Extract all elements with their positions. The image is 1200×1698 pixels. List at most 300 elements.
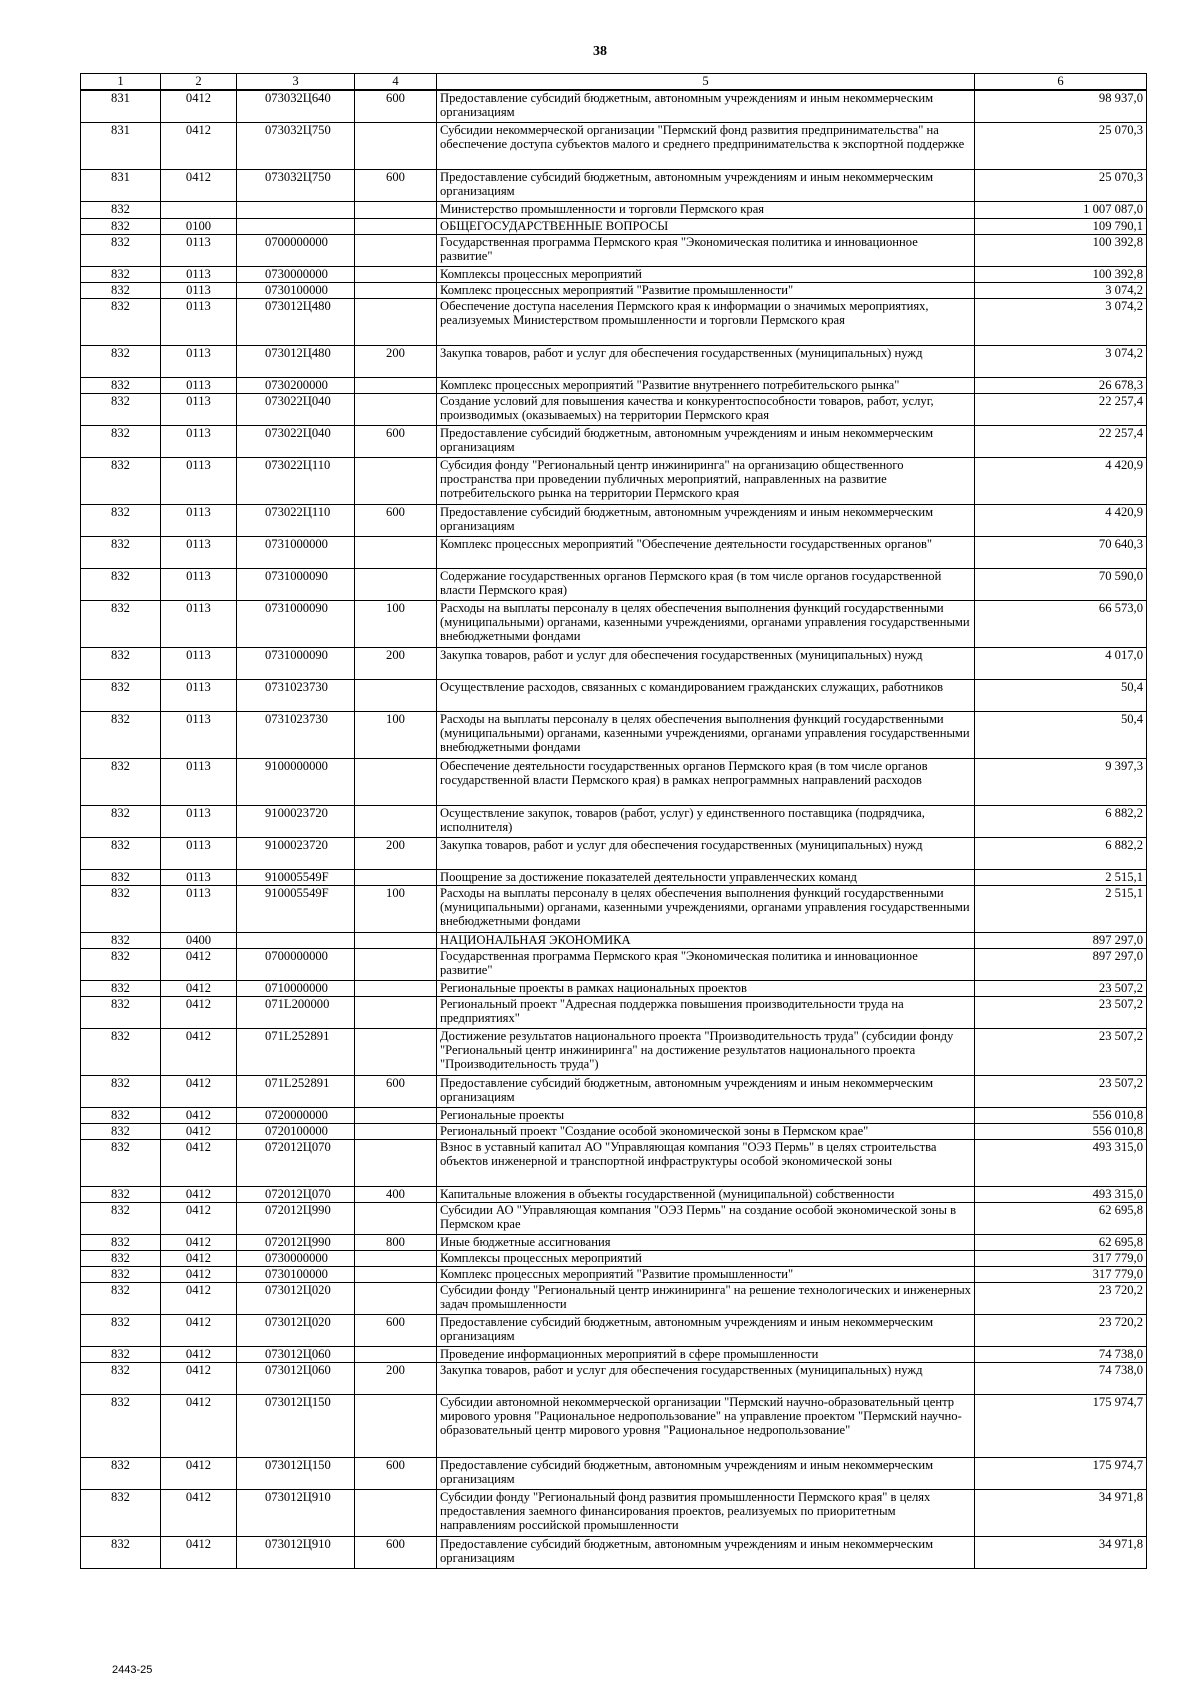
amount-cell: 23 507,2 <box>975 996 1147 1028</box>
section-code-cell: 0412 <box>161 1457 237 1489</box>
description-cell: Комплекс процессных мероприятий "Обеспечение деятельности государственных органов" <box>437 536 975 568</box>
section-code-cell: 0113 <box>161 647 237 679</box>
table-row <box>81 1489 1147 1536</box>
table-row <box>81 869 1147 885</box>
expense-type-cell <box>355 1266 437 1282</box>
expense-type-cell <box>355 1139 437 1186</box>
table-row <box>81 1457 1147 1489</box>
ministry-code-cell: 832 <box>81 1234 161 1250</box>
target-article-cell: 0700000000 <box>237 948 355 980</box>
description-cell: Предоставление субсидий бюджетным, автономным учреждениям и иным некоммерческим организациям <box>437 90 975 122</box>
description-cell: Обеспечение доступа населения Пермского края к информации о значимых мероприятиях, реализуемых Министерством промышленности и торговли Пермского края <box>437 298 975 345</box>
amount-cell: 2 515,1 <box>975 869 1147 885</box>
ministry-code-cell: 832 <box>81 1457 161 1489</box>
table-row <box>81 234 1147 266</box>
ministry-code-cell: 832 <box>81 425 161 457</box>
target-article-cell: 072012Ц070 <box>237 1139 355 1186</box>
target-article-cell: 071L252891 <box>237 1075 355 1107</box>
amount-cell: 4 420,9 <box>975 457 1147 504</box>
table-header-row <box>81 74 1147 91</box>
document-code: 2443-25 <box>112 1664 153 1676</box>
amount-cell: 70 640,3 <box>975 536 1147 568</box>
target-article-cell: 9100023720 <box>237 805 355 837</box>
section-code-cell: 0113 <box>161 393 237 425</box>
description-cell: Закупка товаров, работ и услуг для обеспечения государственных (муниципальных) нужд <box>437 837 975 869</box>
amount-cell: 100 392,8 <box>975 234 1147 266</box>
section-code-cell: 0113 <box>161 282 237 298</box>
expense-type-cell <box>355 266 437 282</box>
ministry-code-cell: 832 <box>81 1202 161 1234</box>
expense-type-cell: 600 <box>355 90 437 122</box>
description-cell: Закупка товаров, работ и услуг для обеспечения государственных (муниципальных) нужд <box>437 1362 975 1394</box>
description-cell: Комплексы процессных мероприятий <box>437 266 975 282</box>
description-cell: Субсидия фонду "Региональный центр инжиниринга" на организацию общественного пространства при проведении публичных мероприятий, направленных на развитие потребительского рынка на территории Пермского края <box>437 457 975 504</box>
section-code-cell: 0113 <box>161 457 237 504</box>
table-row <box>81 932 1147 948</box>
table-row <box>81 885 1147 932</box>
description-cell: ОБЩЕГОСУДАРСТВЕННЫЕ ВОПРОСЫ <box>437 218 975 234</box>
target-article-cell: 0731023730 <box>237 679 355 711</box>
amount-cell: 317 779,0 <box>975 1266 1147 1282</box>
description-cell: Расходы на выплаты персоналу в целях обеспечения выполнения функций государственными (муниципальными) органами, казенными учреждениями, органами управления государственными внебюджетными фондами <box>437 885 975 932</box>
target-article-cell: 073032Ц750 <box>237 122 355 169</box>
table-row <box>81 837 1147 869</box>
amount-cell: 493 315,0 <box>975 1139 1147 1186</box>
section-code-cell: 0412 <box>161 1139 237 1186</box>
target-article-cell: 073032Ц640 <box>237 90 355 122</box>
description-cell: Предоставление субсидий бюджетным, автономным учреждениям и иным некоммерческим организациям <box>437 1075 975 1107</box>
expense-type-cell <box>355 1250 437 1266</box>
ministry-code-cell: 832 <box>81 996 161 1028</box>
ministry-code-cell: 832 <box>81 1186 161 1202</box>
table-row <box>81 948 1147 980</box>
target-article-cell: 0730000000 <box>237 1250 355 1266</box>
budget-table <box>80 73 1147 1569</box>
description-cell: Региональный проект "Создание особой экономической зоны в Пермском крае" <box>437 1123 975 1139</box>
amount-cell: 22 257,4 <box>975 425 1147 457</box>
expense-type-cell: 600 <box>355 1536 437 1568</box>
description-cell: Предоставление субсидий бюджетным, автономным учреждениям и иным некоммерческим организациям <box>437 1314 975 1346</box>
expense-type-cell <box>355 122 437 169</box>
expense-type-cell <box>355 1028 437 1075</box>
expense-type-cell <box>355 201 437 218</box>
description-cell: Министерство промышленности и торговли Пермского края <box>437 201 975 218</box>
table-row <box>81 1139 1147 1186</box>
section-code-cell: 0412 <box>161 1107 237 1123</box>
ministry-code-cell: 832 <box>81 1107 161 1123</box>
table-row <box>81 457 1147 504</box>
section-code-cell: 0412 <box>161 1250 237 1266</box>
section-code-cell: 0412 <box>161 1075 237 1107</box>
amount-cell: 26 678,3 <box>975 377 1147 393</box>
amount-cell: 556 010,8 <box>975 1107 1147 1123</box>
amount-cell: 25 070,3 <box>975 122 1147 169</box>
description-cell: Субсидии некоммерческой организации "Пермский фонд развития предпринимательства" на обеспечение доступа субъектов малого и среднего предпринимательства к экспортной поддержке <box>437 122 975 169</box>
description-cell: Поощрение за достижение показателей деятельности управленческих команд <box>437 869 975 885</box>
target-article-cell: 0731000090 <box>237 568 355 600</box>
expense-type-cell <box>355 1123 437 1139</box>
expense-type-cell <box>355 679 437 711</box>
ministry-code-cell: 832 <box>81 600 161 647</box>
section-code-cell: 0412 <box>161 1234 237 1250</box>
table-row <box>81 1314 1147 1346</box>
ministry-code-cell: 832 <box>81 234 161 266</box>
section-code-cell: 0113 <box>161 805 237 837</box>
amount-cell: 897 297,0 <box>975 948 1147 980</box>
table-body <box>81 90 1147 1568</box>
description-cell: Региональные проекты <box>437 1107 975 1123</box>
target-article-cell: 0720000000 <box>237 1107 355 1123</box>
expense-type-cell <box>355 1202 437 1234</box>
ministry-code-cell: 832 <box>81 218 161 234</box>
target-article-cell: 073012Ц060 <box>237 1346 355 1362</box>
ministry-code-cell: 832 <box>81 1123 161 1139</box>
expense-type-cell <box>355 1107 437 1123</box>
table-row <box>81 266 1147 282</box>
section-code-cell: 0412 <box>161 1314 237 1346</box>
ministry-code-cell: 832 <box>81 647 161 679</box>
target-article-cell: 073012Ц150 <box>237 1394 355 1457</box>
table-row <box>81 1123 1147 1139</box>
section-code-cell: 0412 <box>161 1028 237 1075</box>
ministry-code-cell: 832 <box>81 504 161 536</box>
expense-type-cell <box>355 393 437 425</box>
description-cell: Создание условий для повышения качества и конкурентоспособности товаров, работ, услуг, производимых (оказываемых) на территории Пермского края <box>437 393 975 425</box>
ministry-code-cell: 832 <box>81 711 161 758</box>
target-article-cell: 0731023730 <box>237 711 355 758</box>
table-row <box>81 536 1147 568</box>
amount-cell: 50,4 <box>975 679 1147 711</box>
expense-type-cell <box>355 1394 437 1457</box>
table-row <box>81 679 1147 711</box>
section-code-cell: 0113 <box>161 568 237 600</box>
ministry-code-cell: 832 <box>81 298 161 345</box>
ministry-code-cell: 832 <box>81 679 161 711</box>
amount-cell: 66 573,0 <box>975 600 1147 647</box>
description-cell: Осуществление закупок, товаров (работ, услуг) у единственного поставщика (подрядчика, исполнителя) <box>437 805 975 837</box>
column-header-1: 1 <box>81 74 161 91</box>
ministry-code-cell: 832 <box>81 1028 161 1075</box>
description-cell: Субсидии автономной некоммерческой организации "Пермский научно-образовательный центр мирового уровня "Рациональное недропользование" на управление проектом "Пермский научно-образовательный центр мирового уровня "Рациональное недропользование" <box>437 1394 975 1457</box>
description-cell: Закупка товаров, работ и услуг для обеспечения государственных (муниципальных) нужд <box>437 345 975 377</box>
ministry-code-cell: 832 <box>81 1266 161 1282</box>
amount-cell: 3 074,2 <box>975 282 1147 298</box>
table-row <box>81 298 1147 345</box>
expense-type-cell: 400 <box>355 1186 437 1202</box>
amount-cell: 9 397,3 <box>975 758 1147 805</box>
section-code-cell: 0412 <box>161 1536 237 1568</box>
target-article-cell: 073022Ц040 <box>237 393 355 425</box>
amount-cell: 23 720,2 <box>975 1314 1147 1346</box>
column-header-2: 2 <box>161 74 237 91</box>
amount-cell: 22 257,4 <box>975 393 1147 425</box>
section-code-cell: 0113 <box>161 837 237 869</box>
section-code-cell: 0113 <box>161 377 237 393</box>
table-row <box>81 1234 1147 1250</box>
section-code-cell: 0113 <box>161 234 237 266</box>
target-article-cell: 0730100000 <box>237 282 355 298</box>
ministry-code-cell: 832 <box>81 1314 161 1346</box>
target-article-cell: 0730100000 <box>237 1266 355 1282</box>
target-article-cell: 072012Ц990 <box>237 1202 355 1234</box>
description-cell: Закупка товаров, работ и услуг для обеспечения государственных (муниципальных) нужд <box>437 647 975 679</box>
ministry-code-cell: 832 <box>81 758 161 805</box>
target-article-cell: 073012Ц910 <box>237 1536 355 1568</box>
table-row <box>81 1028 1147 1075</box>
section-code-cell: 0412 <box>161 948 237 980</box>
target-article-cell: 073022Ц040 <box>237 425 355 457</box>
ministry-code-cell: 832 <box>81 1536 161 1568</box>
description-cell: Расходы на выплаты персоналу в целях обеспечения выполнения функций государственными (муниципальными) органами, казенными учреждениями, органами управления государственными внебюджетными фондами <box>437 600 975 647</box>
target-article-cell: 0731000090 <box>237 600 355 647</box>
target-article-cell: 9100023720 <box>237 837 355 869</box>
ministry-code-cell: 832 <box>81 1075 161 1107</box>
expense-type-cell: 600 <box>355 1457 437 1489</box>
amount-cell: 34 971,8 <box>975 1536 1147 1568</box>
ministry-code-cell: 832 <box>81 457 161 504</box>
amount-cell: 23 720,2 <box>975 1282 1147 1314</box>
description-cell: Проведение информационных мероприятий в сфере промышленности <box>437 1346 975 1362</box>
amount-cell: 62 695,8 <box>975 1202 1147 1234</box>
expense-type-cell <box>355 218 437 234</box>
ministry-code-cell: 832 <box>81 568 161 600</box>
amount-cell: 1 007 087,0 <box>975 201 1147 218</box>
description-cell: Региональный проект "Адресная поддержка повышения производительности труда на предприятиях" <box>437 996 975 1028</box>
expense-type-cell <box>355 234 437 266</box>
ministry-code-cell: 832 <box>81 1394 161 1457</box>
description-cell: Предоставление субсидий бюджетным, автономным учреждениям и иным некоммерческим организациям <box>437 1457 975 1489</box>
target-article-cell: 071L200000 <box>237 996 355 1028</box>
expense-type-cell: 800 <box>355 1234 437 1250</box>
target-article-cell: 073012Ц020 <box>237 1282 355 1314</box>
ministry-code-cell: 832 <box>81 1139 161 1186</box>
description-cell: Взнос в уставный капитал АО "Управляющая компания "ОЭЗ Пермь" в целях строительства объектов инженерной и транспортной инфраструктуры особой экономической зоны <box>437 1139 975 1186</box>
target-article-cell <box>237 218 355 234</box>
table-row <box>81 647 1147 679</box>
expense-type-cell: 600 <box>355 169 437 201</box>
target-article-cell: 910005549F <box>237 869 355 885</box>
amount-cell: 100 392,8 <box>975 266 1147 282</box>
ministry-code-cell: 832 <box>81 345 161 377</box>
column-header-6: 6 <box>975 74 1147 91</box>
description-cell: Государственная программа Пермского края "Экономическая политика и инновационное развитие" <box>437 948 975 980</box>
table-row <box>81 122 1147 169</box>
target-article-cell: 073032Ц750 <box>237 169 355 201</box>
expense-type-cell: 600 <box>355 1075 437 1107</box>
ministry-code-cell: 832 <box>81 932 161 948</box>
table-row <box>81 996 1147 1028</box>
amount-cell: 175 974,7 <box>975 1394 1147 1457</box>
table-row <box>81 393 1147 425</box>
ministry-code-cell: 832 <box>81 980 161 996</box>
description-cell: Предоставление субсидий бюджетным, автономным учреждениям и иным некоммерческим организациям <box>437 504 975 536</box>
table-row <box>81 805 1147 837</box>
amount-cell: 23 507,2 <box>975 1028 1147 1075</box>
target-article-cell: 0700000000 <box>237 234 355 266</box>
section-code-cell: 0100 <box>161 218 237 234</box>
amount-cell: 23 507,2 <box>975 980 1147 996</box>
table-row <box>81 980 1147 996</box>
description-cell: Иные бюджетные ассигнования <box>437 1234 975 1250</box>
ministry-code-cell: 832 <box>81 869 161 885</box>
target-article-cell: 0730000000 <box>237 266 355 282</box>
amount-cell: 6 882,2 <box>975 837 1147 869</box>
description-cell: Региональные проекты в рамках национальных проектов <box>437 980 975 996</box>
table-row <box>81 1186 1147 1202</box>
target-article-cell: 0730200000 <box>237 377 355 393</box>
ministry-code-cell: 832 <box>81 377 161 393</box>
expense-type-cell <box>355 948 437 980</box>
amount-cell: 175 974,7 <box>975 1457 1147 1489</box>
description-cell: Расходы на выплаты персоналу в целях обеспечения выполнения функций государственными (муниципальными) органами, казенными учреждениями, органами управления государственными внебюджетными фондами <box>437 711 975 758</box>
amount-cell: 6 882,2 <box>975 805 1147 837</box>
target-article-cell: 0720100000 <box>237 1123 355 1139</box>
ministry-code-cell: 831 <box>81 122 161 169</box>
section-code-cell: 0412 <box>161 90 237 122</box>
table-row <box>81 1266 1147 1282</box>
description-cell: Предоставление субсидий бюджетным, автономным учреждениям и иным некоммерческим организациям <box>437 169 975 201</box>
description-cell: Государственная программа Пермского края "Экономическая политика и инновационное развитие" <box>437 234 975 266</box>
page-number: 38 <box>593 44 607 59</box>
expense-type-cell: 600 <box>355 504 437 536</box>
expense-type-cell <box>355 568 437 600</box>
ministry-code-cell: 832 <box>81 393 161 425</box>
expense-type-cell: 200 <box>355 345 437 377</box>
amount-cell: 50,4 <box>975 711 1147 758</box>
target-article-cell: 073012Ц480 <box>237 298 355 345</box>
table-row <box>81 1362 1147 1394</box>
table-row <box>81 1250 1147 1266</box>
description-cell: НАЦИОНАЛЬНАЯ ЭКОНОМИКА <box>437 932 975 948</box>
table-row <box>81 1346 1147 1362</box>
column-header-5: 5 <box>437 74 975 91</box>
ministry-code-cell: 832 <box>81 1489 161 1536</box>
section-code-cell: 0113 <box>161 345 237 377</box>
expense-type-cell <box>355 758 437 805</box>
section-code-cell: 0113 <box>161 758 237 805</box>
section-code-cell: 0113 <box>161 266 237 282</box>
target-article-cell: 073022Ц110 <box>237 504 355 536</box>
amount-cell: 74 738,0 <box>975 1362 1147 1394</box>
target-article-cell: 0710000000 <box>237 980 355 996</box>
expense-type-cell <box>355 1282 437 1314</box>
table-row <box>81 201 1147 218</box>
section-code-cell: 0412 <box>161 1282 237 1314</box>
amount-cell: 109 790,1 <box>975 218 1147 234</box>
table-row <box>81 169 1147 201</box>
table-row <box>81 504 1147 536</box>
table-row <box>81 1075 1147 1107</box>
ministry-code-cell: 832 <box>81 1282 161 1314</box>
expense-type-cell <box>355 980 437 996</box>
expense-type-cell: 600 <box>355 425 437 457</box>
amount-cell: 4 017,0 <box>975 647 1147 679</box>
description-cell: Предоставление субсидий бюджетным, автономным учреждениям и иным некоммерческим организациям <box>437 1536 975 1568</box>
ministry-code-cell: 832 <box>81 948 161 980</box>
expense-type-cell <box>355 805 437 837</box>
description-cell: Достижение результатов национального проекта "Производительность труда" (субсидии фонду "Региональный центр инжиниринга" на достижение результатов национального проекта "Производительность труда") <box>437 1028 975 1075</box>
section-code-cell: 0412 <box>161 1123 237 1139</box>
column-header-3: 3 <box>237 74 355 91</box>
section-code-cell: 0412 <box>161 1489 237 1536</box>
description-cell: Содержание государственных органов Пермского края (в том числе органов государственной власти Пермского края) <box>437 568 975 600</box>
section-code-cell: 0412 <box>161 1346 237 1362</box>
target-article-cell: 073012Ц910 <box>237 1489 355 1536</box>
target-article-cell: 910005549F <box>237 885 355 932</box>
target-article-cell: 073012Ц150 <box>237 1457 355 1489</box>
section-code-cell: 0412 <box>161 1186 237 1202</box>
amount-cell: 74 738,0 <box>975 1346 1147 1362</box>
expense-type-cell: 100 <box>355 600 437 647</box>
description-cell: Комплекс процессных мероприятий "Развитие промышленности" <box>437 282 975 298</box>
table-row <box>81 218 1147 234</box>
ministry-code-cell: 832 <box>81 837 161 869</box>
section-code-cell: 0113 <box>161 298 237 345</box>
column-header-4: 4 <box>355 74 437 91</box>
description-cell: Предоставление субсидий бюджетным, автономным учреждениям и иным некоммерческим организациям <box>437 425 975 457</box>
amount-cell: 98 937,0 <box>975 90 1147 122</box>
description-cell: Капитальные вложения в объекты государственной (муниципальной) собственности <box>437 1186 975 1202</box>
amount-cell: 70 590,0 <box>975 568 1147 600</box>
amount-cell: 25 070,3 <box>975 169 1147 201</box>
table-row <box>81 1107 1147 1123</box>
description-cell: Комплекс процессных мероприятий "Развитие промышленности" <box>437 1266 975 1282</box>
expense-type-cell <box>355 1346 437 1362</box>
section-code-cell: 0113 <box>161 504 237 536</box>
description-cell: Комплексы процессных мероприятий <box>437 1250 975 1266</box>
description-cell: Комплекс процессных мероприятий "Развитие внутреннего потребительского рынка" <box>437 377 975 393</box>
section-code-cell: 0113 <box>161 679 237 711</box>
expense-type-cell: 200 <box>355 647 437 679</box>
target-article-cell: 073012Ц480 <box>237 345 355 377</box>
ministry-code-cell: 832 <box>81 201 161 218</box>
description-cell: Обеспечение деятельности государственных органов Пермского края (в том числе органов государственной власти Пермского края) в рамках непрограммных направлений расходов <box>437 758 975 805</box>
ministry-code-cell: 831 <box>81 169 161 201</box>
target-article-cell <box>237 932 355 948</box>
target-article-cell: 071L252891 <box>237 1028 355 1075</box>
expense-type-cell <box>355 869 437 885</box>
ministry-code-cell: 832 <box>81 536 161 568</box>
amount-cell: 34 971,8 <box>975 1489 1147 1536</box>
amount-cell: 4 420,9 <box>975 504 1147 536</box>
expense-type-cell: 200 <box>355 837 437 869</box>
target-article-cell: 073012Ц060 <box>237 1362 355 1394</box>
section-code-cell: 0113 <box>161 425 237 457</box>
target-article-cell: 9100000000 <box>237 758 355 805</box>
target-article-cell: 0731000000 <box>237 536 355 568</box>
section-code-cell: 0412 <box>161 169 237 201</box>
table-row <box>81 377 1147 393</box>
section-code-cell: 0113 <box>161 885 237 932</box>
expense-type-cell: 600 <box>355 1314 437 1346</box>
expense-type-cell <box>355 536 437 568</box>
expense-type-cell: 200 <box>355 1362 437 1394</box>
ministry-code-cell: 832 <box>81 282 161 298</box>
section-code-cell <box>161 201 237 218</box>
amount-cell: 23 507,2 <box>975 1075 1147 1107</box>
ministry-code-cell: 832 <box>81 885 161 932</box>
section-code-cell: 0412 <box>161 1362 237 1394</box>
amount-cell: 493 315,0 <box>975 1186 1147 1202</box>
table-row <box>81 1202 1147 1234</box>
description-cell: Субсидии фонду "Региональный центр инжиниринга" на решение технологических и инженерных задач промышленности <box>437 1282 975 1314</box>
amount-cell: 317 779,0 <box>975 1250 1147 1266</box>
section-code-cell: 0113 <box>161 600 237 647</box>
table-row <box>81 345 1147 377</box>
ministry-code-cell: 832 <box>81 805 161 837</box>
section-code-cell: 0412 <box>161 1394 237 1457</box>
section-code-cell: 0113 <box>161 536 237 568</box>
